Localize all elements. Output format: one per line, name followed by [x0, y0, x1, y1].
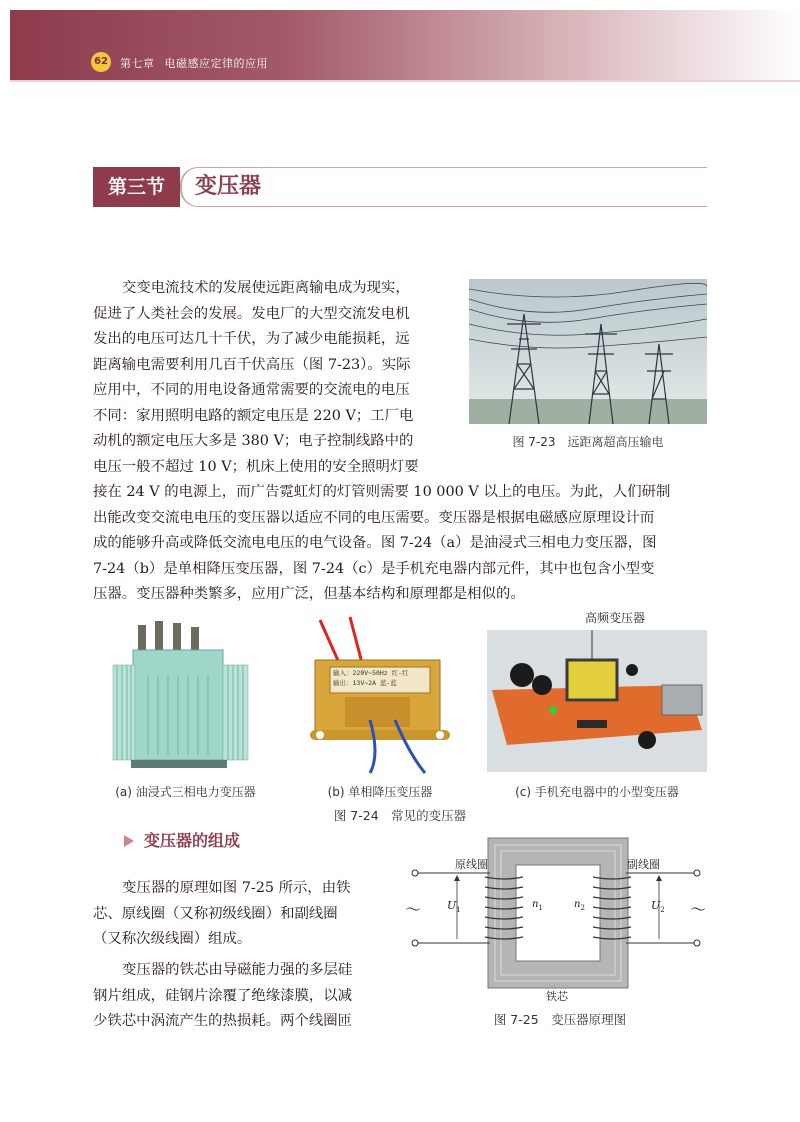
oil-transformer-illustration	[93, 615, 273, 775]
paragraph-core	[93, 958, 383, 1035]
text-line: 出能改变交流电电压的变压器以适应不同的电压需要。变压器是根据电磁感应原理设计而	[93, 509, 655, 526]
subsection-heading: 变压器的组成	[144, 831, 241, 850]
chapter-heading	[120, 55, 278, 71]
voltage-u2-label	[651, 899, 665, 914]
text-line: 变压器的铁芯由导磁能力强的多层硅	[122, 962, 353, 978]
text-line: 成的能够升高或降低交流电电压的电气设备。图 7-24（a）是油浸式三相电力变压器，图	[93, 535, 657, 551]
text-line: 少铁芯中涡流产生的热损耗。两个线圈匝	[93, 1013, 353, 1029]
n1-symbol: n	[532, 899, 539, 910]
chapter-title: 电磁感应定律的应用	[164, 57, 268, 70]
single-phase-transformer-illustration	[300, 615, 460, 775]
n2-symbol: n	[574, 899, 581, 910]
paragraph-intro	[93, 276, 445, 480]
section-title: 变压器	[195, 174, 262, 199]
figure-7-24c-caption: (c) 手机充电器中的小型变压器	[515, 785, 679, 799]
text-line: 接在 24 V 的电源上，而广告霓虹灯的灯管则需要 10 000 V 以上的电压。为此，人们研制	[93, 484, 671, 500]
text-line: 发出的电压可达几十千伏，为了减少电能损耗，远	[93, 331, 410, 347]
text-line: 动机的额定电压大多是 380 V；电子控制线路中的	[93, 433, 414, 449]
text-line: 压器。变压器种类繁多，应用广泛，但基本结构和原理都是相似的。	[93, 586, 525, 602]
text-line: 不同：家用照明电路的额定电压是 220 V；工厂电	[93, 407, 414, 424]
u2-subscript: 2	[660, 906, 665, 915]
u1-subscript: 1	[456, 906, 461, 915]
ac-source-left-symbol: ～	[405, 900, 422, 919]
nameplate-output-line: 输出：13V~2A 蓝-蓝	[333, 679, 397, 687]
chapter-number: 第七章	[120, 57, 155, 70]
text-line: 交变电流技术的发展使远距离输电成为现实，	[122, 280, 410, 296]
figure-7-24c-callout-label: 高频变压器	[584, 611, 645, 625]
text-line: 钢片组成，硅钢片涂覆了绝缘漆膜，以减	[93, 987, 353, 1004]
figure-7-23-power-lines-photo	[469, 279, 707, 424]
figure-7-25-caption: 图 7-25 变压器原理图	[493, 1012, 627, 1027]
secondary-coil-label: 副线圈	[627, 858, 660, 871]
transformer-nameplate	[333, 668, 425, 688]
text-line: 7-24（b）是单相降压变压器，图 7-24（c）是手机充电器内部元件，其中也包含小型变	[93, 560, 655, 577]
text-line: 芯、原线圈（又称初级线圈）和副线圈	[93, 905, 338, 922]
u1-symbol: U	[447, 899, 457, 912]
iron-core-label: 铁芯	[546, 990, 568, 1003]
text-line: 应用中，不同的用电设备通常需要的交流电的电压	[93, 382, 410, 398]
text-line: （又称次级线圈）组成。	[93, 931, 252, 947]
primary-coil-label: 原线圈	[455, 858, 488, 871]
charger-board-illustration	[487, 630, 707, 772]
power-tower-illustration	[469, 279, 707, 424]
turns-n1-label	[532, 899, 543, 912]
paragraph-composition	[93, 876, 383, 953]
figure-7-24b-step-down-transformer-photo	[300, 615, 460, 775]
section-label: 第三节	[93, 167, 180, 207]
n1-subscript: 1	[538, 904, 543, 912]
figure-7-24a-oil-transformer-photo	[93, 615, 273, 775]
turns-n2-label	[574, 899, 585, 912]
n2-subscript: 2	[580, 904, 585, 912]
text-line: 电压一般不超过 10 V；机床上使用的安全照明灯要	[93, 458, 419, 475]
text-line: 变压器的原理如图 7-25 所示，由铁	[122, 880, 351, 896]
figure-7-23-caption: 图 7-23 远距离超高压输电	[512, 435, 664, 449]
text-line: 距离输电需要利用几百千伏高压（图 7-23）。实际	[93, 356, 411, 373]
figure-7-24c-charger-board-photo	[487, 630, 707, 772]
nameplate-input-line: 输入：220V~50Hz 红-红	[333, 669, 409, 677]
page-number: 62	[91, 52, 111, 72]
u2-symbol: U	[651, 899, 661, 912]
ac-source-right-symbol: ～	[690, 900, 707, 919]
text-line: 促进了人类社会的发展。发电厂的大型交流发电机	[93, 305, 410, 322]
page-header-band	[10, 10, 800, 82]
subsection-triangle-icon	[122, 833, 136, 847]
transformer-schematic	[405, 835, 707, 1000]
voltage-u1-label	[447, 899, 461, 914]
paragraph-intro-continued	[93, 480, 707, 608]
figure-7-24b-caption: (b) 单相降压变压器	[327, 785, 433, 799]
figure-7-24a-caption: (a) 油浸式三相电力变压器	[115, 785, 256, 799]
figure-7-24-caption: 图 7-24 常见的变压器	[333, 808, 467, 823]
figure-7-25-transformer-diagram	[405, 835, 707, 1000]
